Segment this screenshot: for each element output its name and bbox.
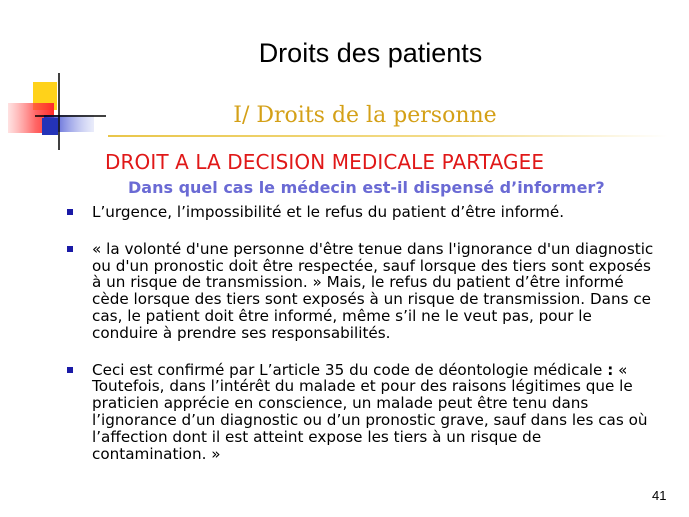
- slide-subtitle: I/ Droits de la personne: [233, 103, 497, 128]
- slide-title: Droits des patients: [258, 38, 483, 68]
- subtitle-underline: [108, 135, 668, 137]
- list-item: [60, 362, 660, 463]
- bullet-text-after: « Toutefois, dans l’intérêt du malade et pour des raisons légitimes que le praticien apprécie en conscience, un malade peut être tenu dans l’ignorance d’un diagnostic ou d’un pronostic grave, sauf dans les cas où l’affection dont il est atteint expose les tiers à un risque de contamination. »: [92, 360, 648, 463]
- bullet-square-icon: [67, 209, 73, 215]
- page-number: 41: [652, 488, 667, 503]
- list-item: [60, 204, 660, 221]
- list-item: [60, 241, 660, 342]
- bullet-square-icon: [67, 367, 73, 373]
- bullet-text-before: Ceci est confirmé par L’article 35 du code de déontologie médicale: [92, 360, 608, 379]
- bullet-square-icon: [67, 246, 73, 252]
- bullet-text: « la volonté d'une personne d'être tenue dans l'ignorance d'un diagnostic ou d'un pronostic doit être respectée, sauf lorsque des tiers sont exposés à un risque de transmission. » Mais, le refus du patient d’être informé cède lorsque des tiers sont exposés à un risque de transmission. Dans ce cas, le patient doit être informé, même s’il ne le veut pas, pour le conduire à prendre ses responsabilités.: [92, 239, 654, 342]
- section-heading: DROIT A LA DECISION MEDICALE PARTAGEE: [105, 150, 545, 174]
- bullet-text: L’urgence, l’impossibilité et le refus du patient d’être informé.: [92, 203, 565, 221]
- bullet-list: [60, 204, 660, 462]
- decorative-corner-graphic: [0, 0, 110, 160]
- section-question: Dans quel cas le médecin est-il dispensé d’informer?: [128, 178, 605, 197]
- bullet-text-colon: :: [607, 360, 614, 379]
